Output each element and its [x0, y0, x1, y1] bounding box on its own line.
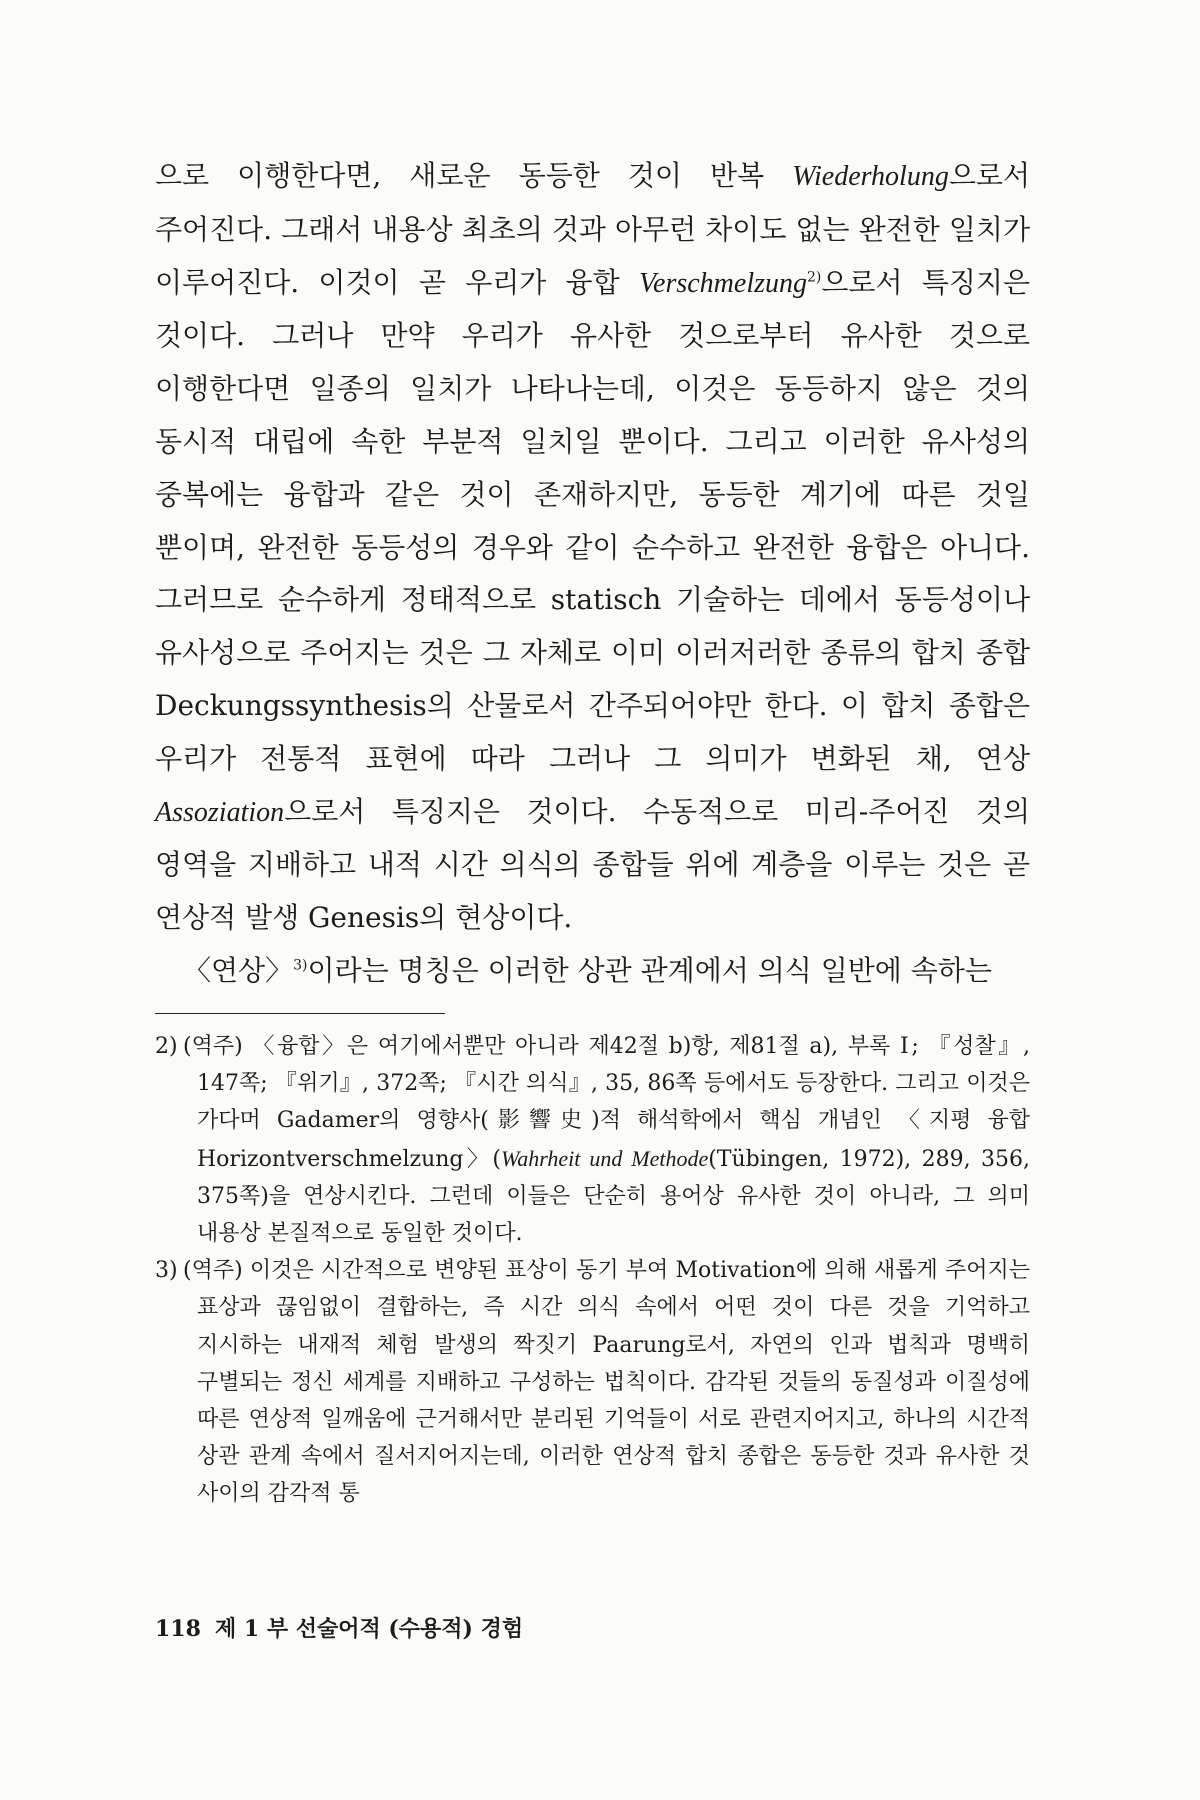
footnote-ref-2: 2) — [807, 269, 822, 286]
footnote-text: (Tübingen, 1972), 289, 356, 375쪽)을 연상시킨다. 그런데 이들은 단순히 용어상 유사한 것이 아니라, 그 의미 내용상 본질적으로 동일한 것이다. — [197, 1146, 1030, 1247]
footnote-number: 3) — [155, 1258, 178, 1284]
footnote-2 — [155, 1028, 1030, 1252]
footnote-separator — [155, 1013, 445, 1014]
footnotes — [155, 1028, 1030, 1513]
running-title: 제 1 부 선술어적 (수용적) 경험 — [214, 1616, 524, 1642]
text-run: 으로 이행한다면, 새로운 동등한 것이 반복 — [155, 159, 793, 192]
term-verschmelzung: Verschmelzung — [639, 267, 807, 299]
main-text — [155, 150, 1030, 998]
text-run: 〈연상〉 — [183, 953, 294, 987]
term-wiederholung: Wiederholung — [792, 161, 949, 192]
footnote-text: (역주) 이것은 시간적으로 변양된 표상이 동기 부여 Motivation에 의해 새롭게 주어지는 표상과 끊임없이 결합하는, 즉 시간 의식 속에서 어떤 것이 다른 것을 기억하고 지시하는 내재적 체험 발생의 짝짓기 Paarung로서, 자연의 인과 법칙과 명백히 구별되는 정신 세계를 지배하고 구성하는 법칙이다. 감각된 것들의 동질성과 이질성에 따른 연상적 일깨움에 근거해서만 분리된 기억들이 서로 관련지어지고, 하나의 시간적 상관 관계 속에서 질서지어지는데, 이러한 연상적 합치 종합은 동등한 것과 유사한 것 사이의 감각적 통 — [183, 1258, 1030, 1507]
footnote-ref-3: 3) — [293, 957, 308, 974]
page-footer — [155, 1612, 523, 1643]
page-number: 118 — [155, 1616, 201, 1642]
text-run: 으로서 특징지은 것이다. 그러나 만약 우리가 유사한 것으로부터 유사한 것으로 이행한다면 일종의 일치가 나타나는데, 이것은 동등하지 않은 것의 동시적 대립에 속한 부분적 일치일 뿐이다. 그리고 이러한 유사성의 중복에는 융합과 같은 것이 존재하지만, 동등한 계기에 따른 것일 뿐이며, 완전한 동등성의 경우와 같이 순수하고 완전한 융합은 아니다. 그러므로 순수하게 정태적으로 statisch 기술하는 데에서 동등성이나 유사성으로 주어지는 것은 그 자체로 이미 이러저러한 종류의 합치 종합 Deckungssynthesis의 산물로서 간주되어야만 한다. 이 합치 종합은 우리가 전통적 표현에 따라 그러나 그 의미가 변화된 채, 연상 — [155, 265, 1030, 775]
paragraph-2 — [155, 945, 1030, 998]
footnote-text: (역주) 〈융합〉은 여기에서뿐만 아니라 제42절 b)항, 제81절 a), 부록 Ⅰ; 『성찰』, 147쪽; 『위기』, 372쪽; 『시간 의식』, 35, 86쪽 등에서도 등장한다. 그리고 이것은 가다머 Gadamer의 영향사(影響史)적 해석학에서 핵심 개념인 〈지평 융합 Horizontverschmelzung〉( — [183, 1034, 1030, 1172]
paragraph-1 — [155, 150, 1030, 945]
footnote-number: 2) — [155, 1034, 178, 1059]
text-run: 으로서 주어진다. 그래서 내용상 최초의 것과 아무런 차이도 없는 완전한 일치가 이루어진다. 이것이 곧 우리가 융합 — [155, 159, 1030, 299]
book-title-wahrheit-und-methode: Wahrheit und Methode — [500, 1145, 709, 1171]
text-run: 이라는 명칭은 이러한 상관 관계에서 의식 일반에 속하는 — [307, 953, 992, 987]
footnote-3 — [155, 1252, 1030, 1512]
text-run: 으로서 특징지은 것이다. 수동적으로 미리-주어진 것의 영역을 지배하고 내적 시간 의식의 종합들 위에 계층을 이루는 것은 곧 연상적 발생 Genesis의 현상이다. — [155, 794, 1030, 935]
term-assoziation: Assoziation — [155, 796, 285, 828]
